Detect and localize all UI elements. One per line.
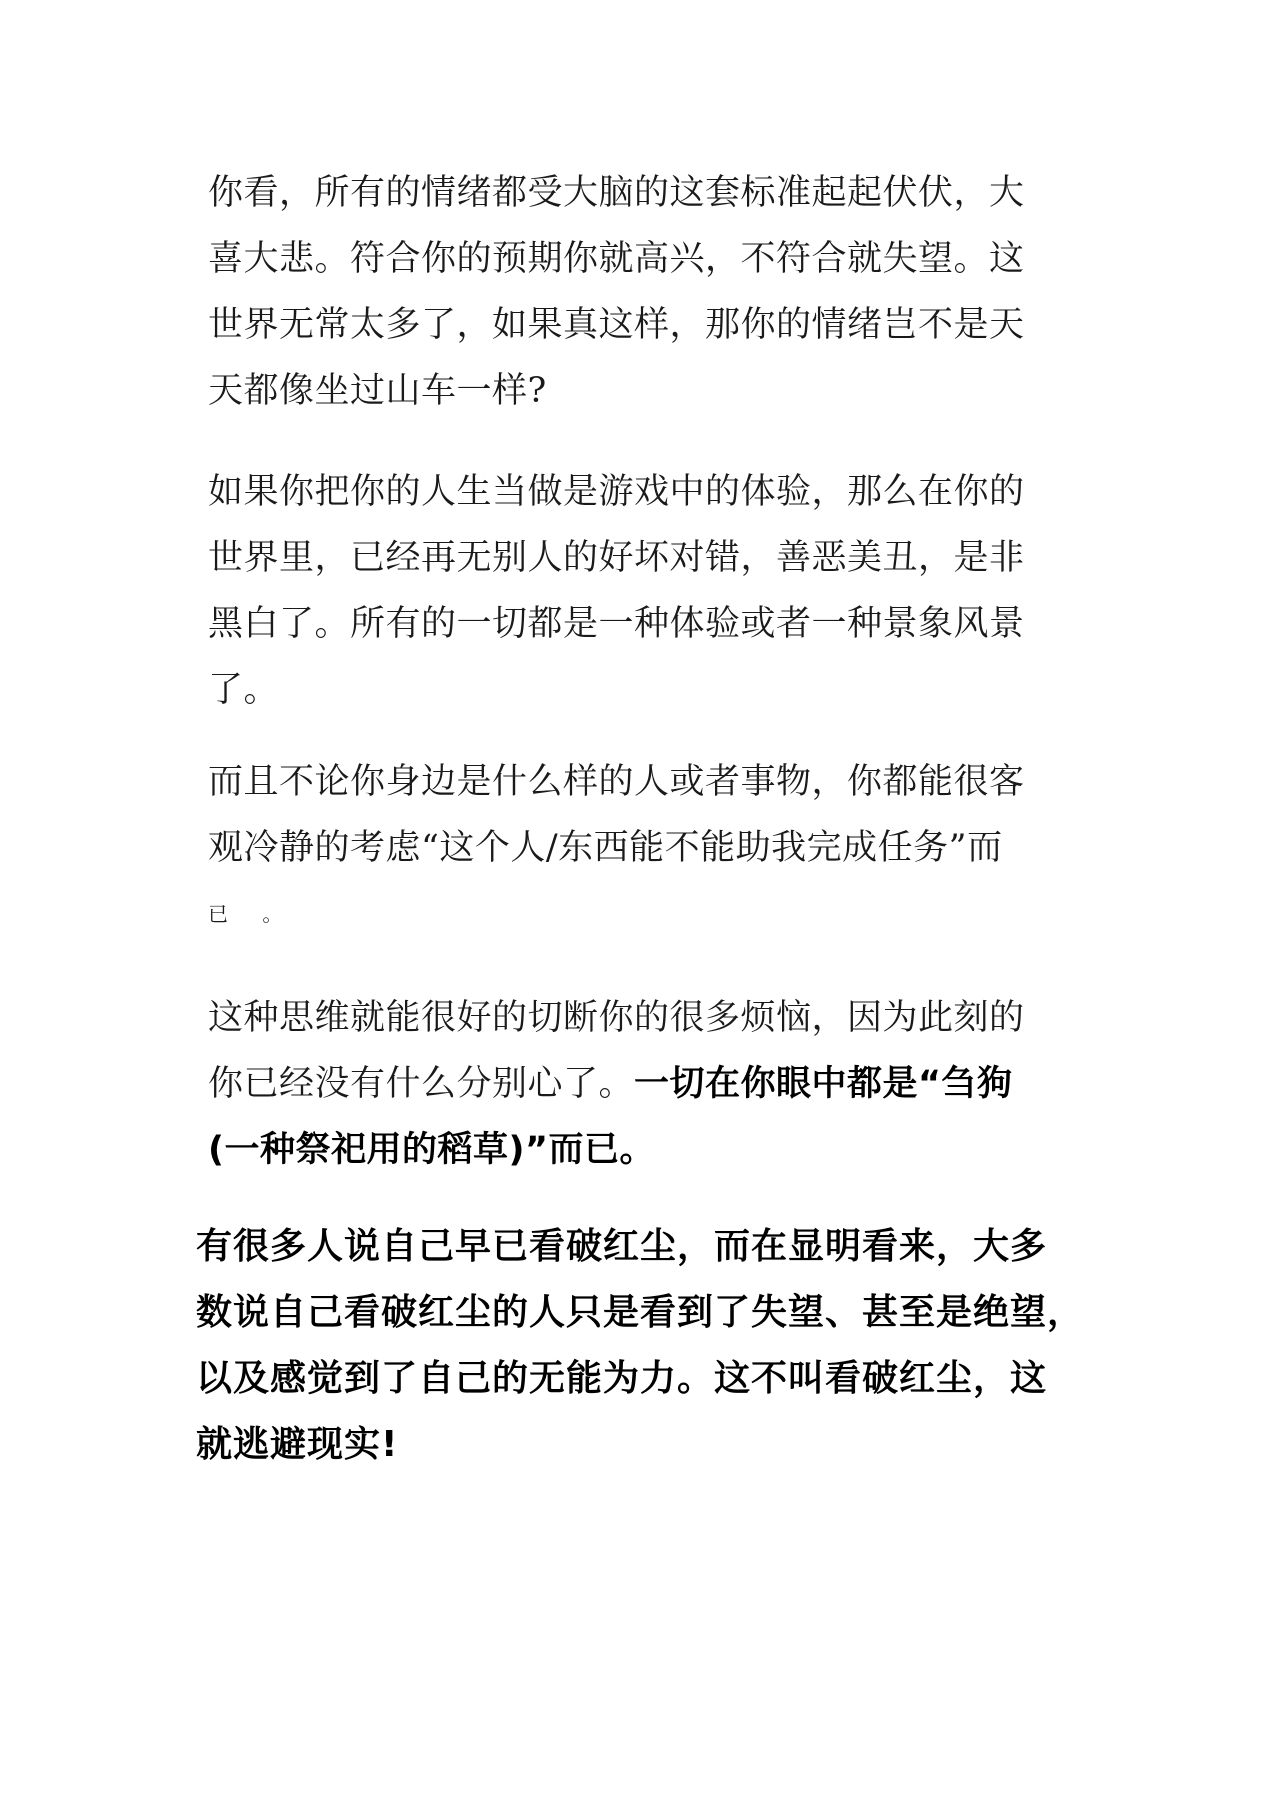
text-line: 你看，所有的情绪都受大脑的这套标准起起伏伏，大 [208,173,1025,213]
text-normal-segment: 你已经没有什么分别心了。 [208,1064,635,1104]
paragraph-no-discrimination [208,985,1068,1183]
text-line-bold: 有很多人说自己早已看破红尘，而在显明看来，大多 [196,1226,1048,1267]
text-line: 天都像坐过山车一样? [208,371,547,411]
text-line: 观冷静的考虑“这个人/东西能不能助我完成任务”而 [208,828,1003,868]
text-bold-segment: 一切在你眼中都是“刍狗 [634,1064,1013,1104]
text-line-bold: 数说自己看破红尘的人只是看到了失望、甚至是绝望， [196,1292,1085,1333]
paragraph-emotions [208,160,1068,424]
text-line: 喜大悲。符合你的预期你就高兴，不符合就失望。这 [208,239,1025,279]
text-line: 黑白了。所有的一切都是一种体验或者一种景象风景 [208,604,1025,644]
text-line-mixed [208,1051,1068,1117]
text-line: 这种思维就能很好的切断你的很多烦恼，因为此刻的 [208,998,1025,1038]
text-line-bold: (一种祭祀用的稻草)”而已。 [208,1130,655,1170]
text-line: 如果你把你的人生当做是游戏中的体验，那么在你的 [208,472,1025,512]
text-line-bold: 以及感觉到了自己的无能为力。这不叫看破红尘，这 [196,1358,1048,1399]
text-line: 世界里，已经再无别人的好坏对错，善恶美丑，是非 [208,538,1025,578]
text-line-small: 已 。 [208,902,297,926]
text-line-bold: 就逃避现实! [196,1424,399,1465]
text-line: 了。 [208,670,280,710]
paragraph-see-through [196,1214,1096,1478]
paragraph-game-experience [208,459,1068,723]
text-line: 而且不论你身边是什么样的人或者事物，你都能很客 [208,762,1025,802]
text-line: 世界无常太多了，如果真这样，那你的情绪岂不是天 [208,305,1025,345]
paragraph-objective-view [208,749,1068,947]
